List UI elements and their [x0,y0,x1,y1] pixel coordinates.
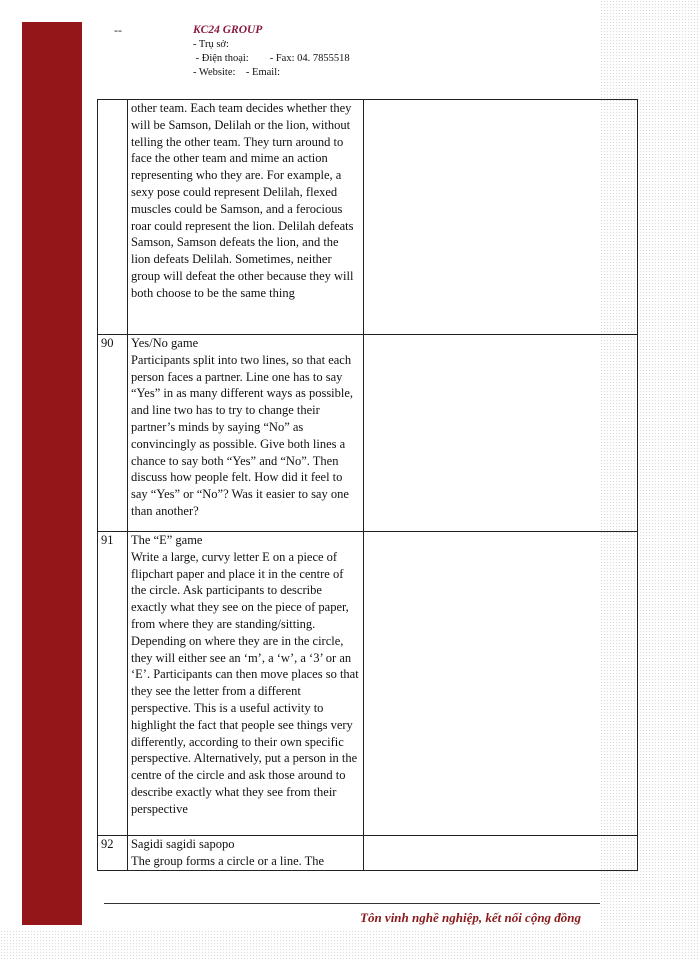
table-row [98,335,638,532]
game-title: Yes/No game [130,336,199,350]
game-description-cell [127,836,363,871]
games-table [97,99,638,871]
game-description-cell [127,532,363,836]
table-row [98,532,638,836]
game-title: The “E” game [130,533,203,547]
notes-cell [363,836,637,871]
game-text: other team. Each team decides whether they will be Samson, Delilah or the lion, without telling the other team. They turn around to face the other team and mime an action representing who they are. For example, a sexy pose could represent Delilah, flexed muscles could be Samson, and a ferocious roar could represent the lion. Delilah defeats Samson, Samson defeats the lion, and the lion defeats Delilah. Sometimes, neither group will defeat the other because they will both choose to be the same thing [130,101,354,300]
game-description-cell [127,335,363,532]
game-title: Sagidi sagidi sapopo [130,837,235,851]
row-number-cell: 91 [98,532,128,836]
header-address-line: - Trụ sở: [193,39,229,50]
notes-cell [363,335,637,532]
footer-rule [104,903,600,904]
game-text: Participants split into two lines, so that each person faces a partner. Line one has to say “Yes” in as many different ways as possible, and line two has to try to change their partner’s minds by saying “No” as convincingly as possible. Give both lines a chance to say both “Yes” and “No”. Then discuss how people felt. How did it feel to say “Yes” or “No”? Was it easier to say one than another? [130,352,354,518]
red-sidebar-band [22,22,82,925]
notes-cell [363,532,637,836]
row-number-cell: 90 [98,335,128,532]
row-number-cell: 92 [98,836,128,871]
header-website-line: - Website: - Email: [193,67,281,78]
row-number-cell [98,100,128,335]
page-header [193,22,350,80]
company-name: KC24 GROUP [193,24,263,36]
dotted-background-bottom [0,930,700,960]
footer-slogan: Tôn vinh nghề nghiệp, kết nối cộng đồng [360,910,582,925]
game-text: Write a large, curvy letter E on a piece of flipchart paper and place it in the centre of the circle. Ask participants to describe exactly what they see on the piece of paper, from where they are standing/sitting. Depending on where they are in the circle, they will either see an ‘m’, a ‘w’, a ‘3’ or an ‘E’. Participants can then move places so that they see the letter from a different perspective. This is a useful activity to highlight the fact that people see things very differently, according to their own specific perspective. Alternatively, put a person in the centre of the circle and ask those around to describe exactly what they see from their perspective [130,549,359,816]
table-row [98,836,638,871]
game-description-cell [127,100,363,335]
notes-cell [363,100,637,335]
header-dash: -- [114,23,122,37]
header-phone-line: - Điện thoại: - Fax: 04. 7855518 [193,53,350,64]
game-text: The group forms a circle or a line. The [130,853,325,868]
table-row [98,100,638,335]
